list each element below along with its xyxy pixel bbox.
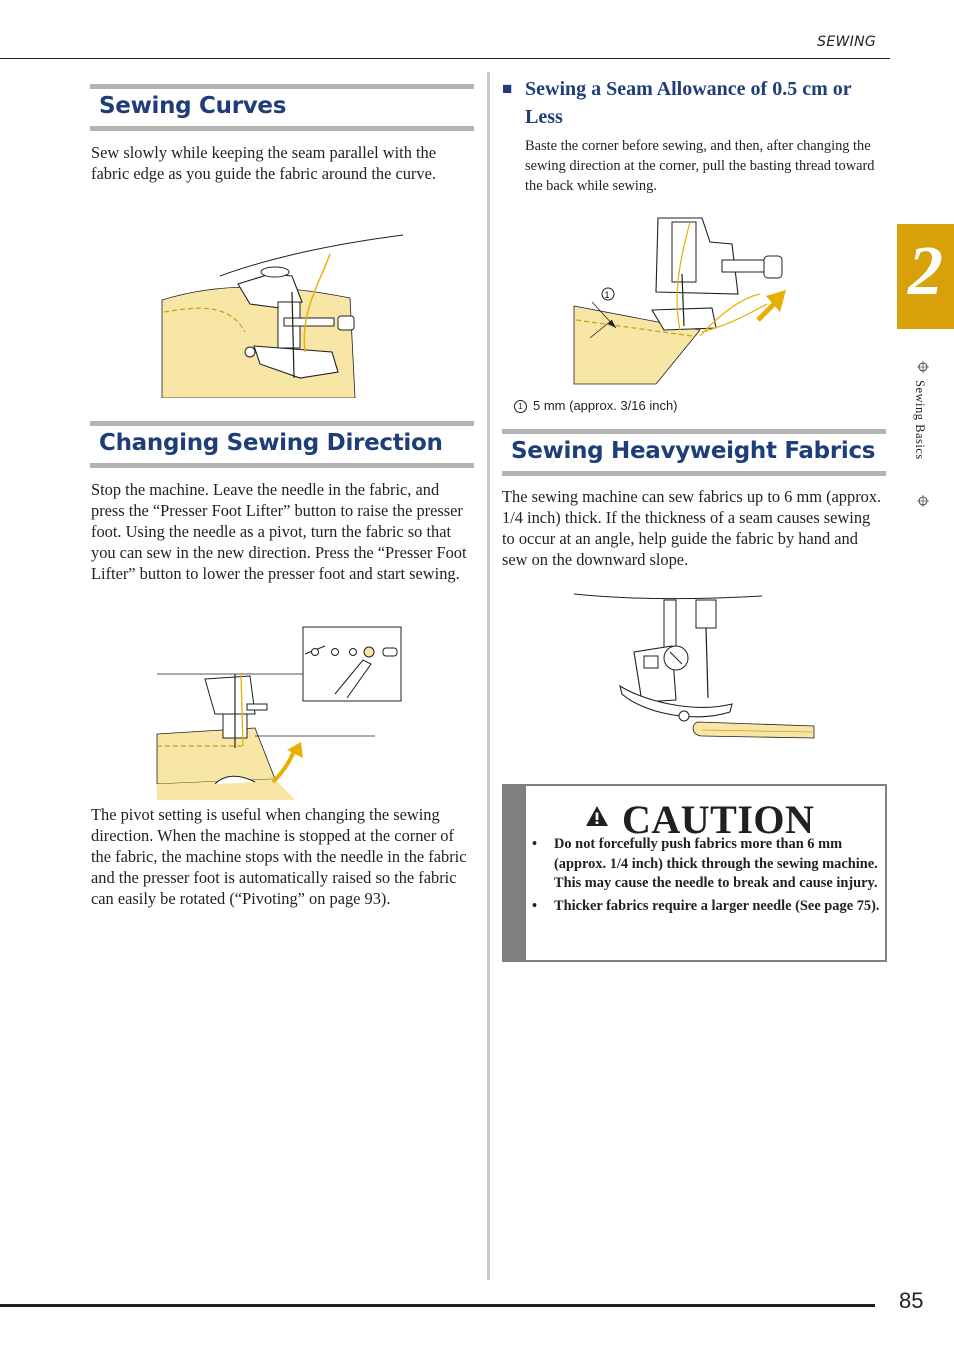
caution-item <box>530 897 880 917</box>
section-title: Changing Sewing Direction <box>99 430 443 456</box>
seam-allowance-subheading <box>502 75 886 131</box>
pivot-note: The pivot setting is useful when changing the sewing direction. When the machine is stopped at the corner of the fabric, the machine stops with the needle in the fabric and the presser foot is automatically raised so the fabric can easily be rotated (“Pivoting” on page 93). <box>91 805 467 908</box>
top-rule <box>0 58 890 59</box>
callout-number: 1 <box>604 290 610 300</box>
caution-item-text: Do not forcefully push fabrics more than 6 mm (approx. 1/4 inch) thick through the sewing machine. This may cause the needle to break and cause injury. <box>554 836 878 891</box>
changing-direction-body: Stop the machine. Leave the needle in the fabric, and press the “Presser Foot Lifter” button to raise the presser foot. Using the needle as a pivot, turn the fabric so that you can sew in the new direction. Press the “Presser Foot Lifter” button to lower the presser foot and start sewing. <box>91 480 467 583</box>
caption-text: 5 mm (approx. 3/16 inch) <box>533 398 678 413</box>
bullet: • <box>532 897 538 914</box>
page-number: 85 <box>899 1288 924 1313</box>
section-title: Sewing Heavyweight Fabrics <box>511 438 876 464</box>
section-heading-sewing-curves <box>90 84 474 131</box>
warning-triangle-icon <box>585 804 609 828</box>
caution-side-bar <box>502 784 526 962</box>
callout-caption <box>514 398 678 413</box>
ornament-icon <box>916 494 930 508</box>
ornament-icon <box>916 360 930 374</box>
section-title: Sewing Curves <box>99 93 287 119</box>
running-head: SEWING <box>817 34 876 50</box>
sewing-curves-body: Sew slowly while keeping the seam parallel with the fabric edge as you guide the fabric around the curve. <box>91 143 437 183</box>
pivot-illustration <box>155 624 405 800</box>
caution-title: CAUTION <box>622 797 815 842</box>
subheading-title: Sewing a Seam Allowance of 0.5 cm or Less <box>525 78 852 128</box>
section-label-text: Sewing Basics <box>913 380 927 460</box>
section-heading-changing-direction <box>90 421 474 468</box>
caution-item <box>530 835 880 894</box>
seam-allowance-illustration <box>572 212 792 388</box>
sewing-curves-illustration <box>160 232 406 398</box>
bullet: • <box>532 836 538 852</box>
heavyweight-body: The sewing machine can sew fabrics up to 6 mm (approx. 1/4 inch) thick. If the thickness of a seam causes sewing to occur at an angle, help guide the fabric by hand and sew on the downward slope. <box>502 487 882 569</box>
heavyweight-illustration <box>572 590 822 740</box>
section-heading-heavyweight <box>502 429 886 476</box>
callout-number: 1 <box>514 400 527 413</box>
square-marker: ■ <box>502 79 513 98</box>
chapter-number: 2 <box>908 233 943 310</box>
caution-item-text: Thicker fabrics require a larger needle (See page 75). <box>554 897 880 914</box>
bottom-rule <box>0 1304 875 1307</box>
section-side-label <box>912 360 934 530</box>
seam-allowance-body: Baste the corner before sewing, and then, after changing the sewing direction at the corner, pull the basting thread toward the back while sewing. <box>525 138 875 194</box>
column-divider <box>487 72 490 1280</box>
caution-list <box>530 835 880 919</box>
